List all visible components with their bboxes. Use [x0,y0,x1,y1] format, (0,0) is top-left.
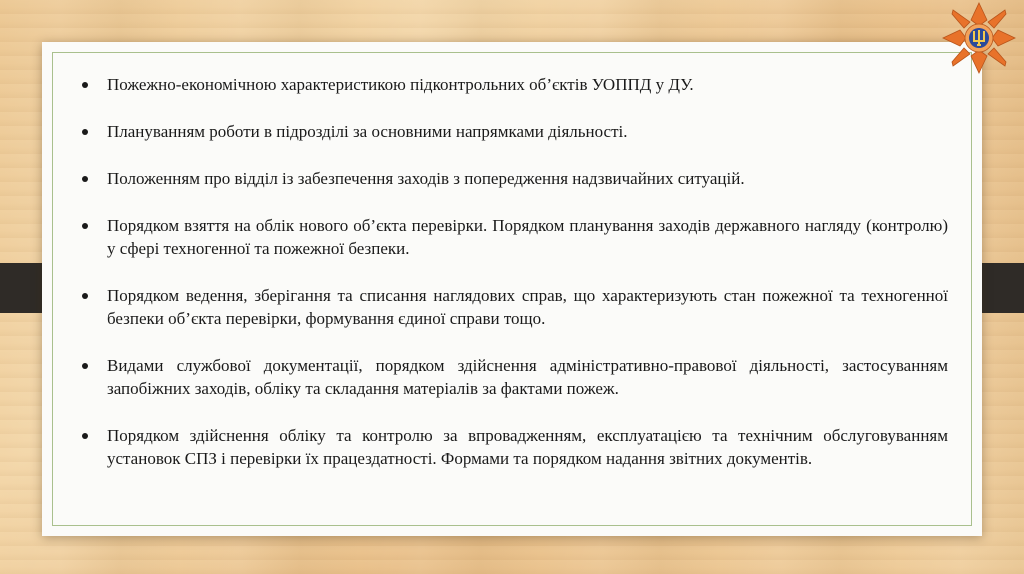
bullet-list [68,73,948,494]
bullet-text: Порядком здійснення обліку та контролю за впровадженням, експлуатацією та технічним обслуговуванням установок СПЗ і перевірки їх працездатності. Формами та порядком надання звітних документів. [107,426,948,468]
bullet-item [68,214,948,260]
bullet-dot-icon [82,433,88,439]
bullet-text: Порядком ведення, зберігання та списання наглядових справ, що характеризують стан пожежної та техногенної безпеки об’єкта перевірки, формування єдиної справи тощо. [107,286,948,328]
bullet-text: Порядком взяття на облік нового об’єкта перевірки. Порядком планування заходів державного нагляду (контролю) у сфері техногенної та пожежної безпеки. [107,216,948,258]
bullet-item [68,73,948,96]
bullet-dot-icon [82,82,88,88]
bullet-item [68,167,948,190]
bullet-dot-icon [82,293,88,299]
bullet-text: Плануванням роботи в підрозділі за основними напрямками діяльності. [107,122,628,141]
bullet-item [68,284,948,330]
bullet-item [68,354,948,400]
bullet-item [68,424,948,470]
bullet-dot-icon [82,129,88,135]
bullet-text: Пожежно-економічною характеристикою підконтрольних об’єктів УОППД у ДУ. [107,75,694,94]
civil-protection-emblem-icon [942,2,1016,74]
bullet-dot-icon [82,223,88,229]
bullet-text: Видами службової документації, порядком здійснення адміністративно-правової діяльності, застосуванням запобіжних заходів, обліку та складання матеріалів за фактами пожеж. [107,356,948,398]
bullet-dot-icon [82,363,88,369]
bullet-item [68,120,948,143]
bullet-dot-icon [82,176,88,182]
bullet-text: Положенням про відділ із забезпечення заходів з попередження надзвичайних ситуацій. [107,169,745,188]
